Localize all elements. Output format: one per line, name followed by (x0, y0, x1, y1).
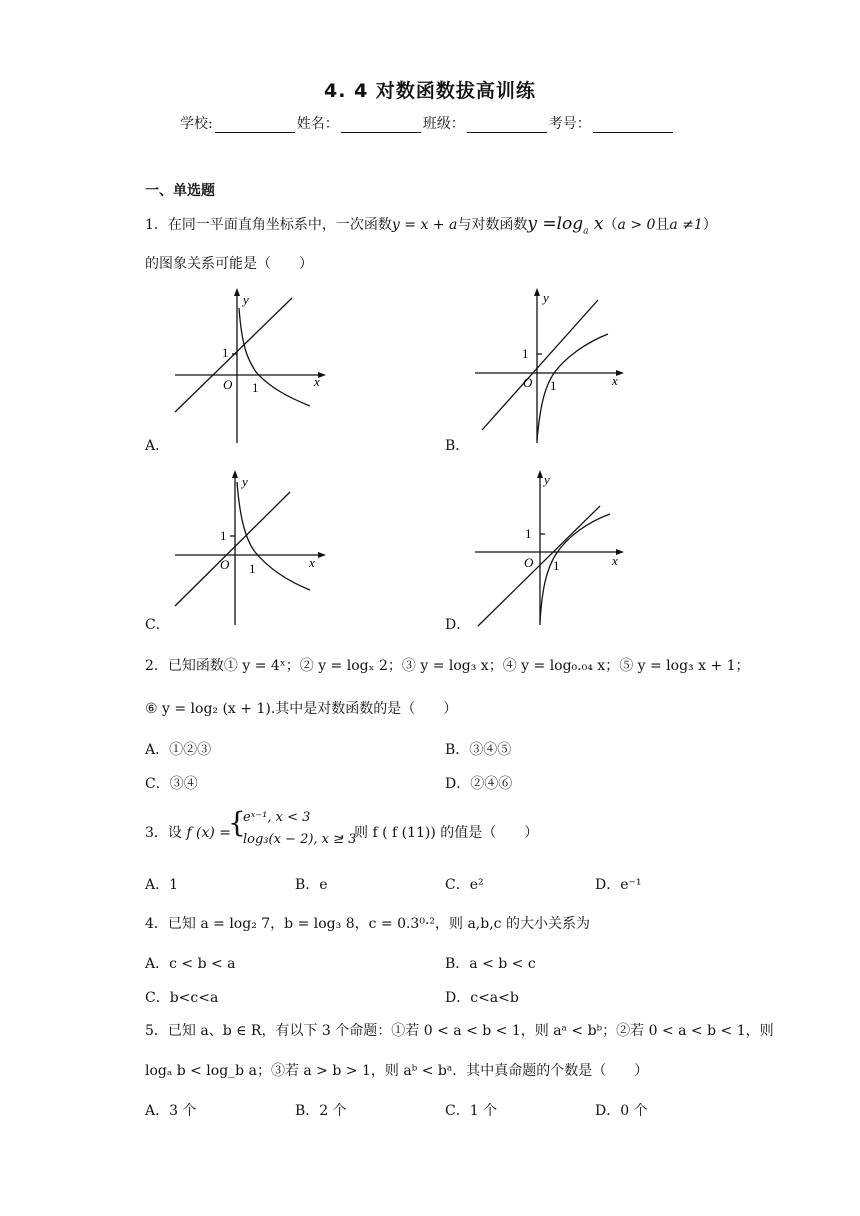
q4-line: 4．已知 a = log₂ 7，b = log₃ 8，c = 0.3⁰·²，则 a,b,c 的大小关系为 (145, 916, 590, 932)
q1-option-d[interactable]: D． (445, 617, 471, 633)
q1-log-base: y =log (527, 214, 584, 234)
class-blank[interactable] (467, 118, 547, 133)
class-label: 班级： (422, 116, 465, 132)
line-graph (482, 300, 598, 430)
line-graph (175, 492, 290, 606)
q5-option-b[interactable]: B．2 个 (295, 1103, 347, 1119)
q1-paren-close: ） (702, 217, 717, 233)
q3-fx: f (x) = (186, 825, 232, 841)
q2-line1: 2．已知函数① y = 4ˣ；② y = logₓ 2；③ y = log₃ x；④ y = log₀.₀₄ x；⑤ y = log₃ x + 1； (145, 658, 750, 674)
graph-d (470, 470, 630, 630)
q1-condition-2: a ≠1 (669, 217, 703, 233)
q1-option-b[interactable]: B． (445, 438, 470, 454)
q5-option-d[interactable]: D．0 个 (595, 1103, 648, 1119)
student-info-line (180, 113, 675, 133)
q4-option-b[interactable]: B．a < b < c (445, 956, 536, 972)
y-label: y (543, 290, 549, 305)
section-heading: 一、单选题 (145, 183, 215, 199)
graph-b (470, 288, 630, 448)
q1-text-a: 1．在同一平面直角坐标系中，一次函数 (145, 217, 392, 233)
x-label: x (612, 553, 618, 568)
x-label: x (309, 555, 315, 570)
q1-line2: 的图象关系可能是（ ） (145, 256, 313, 272)
q5-line1: 5．已知 a、b ∈ R，有以下 3 个命题：①若 0 < a < b < 1，则 aᵃ < bᵇ；②若 0 < a < b < 1，则 (145, 1023, 774, 1039)
q1-formula-linear: y = x + a (391, 217, 458, 233)
q1-log-sub: a (583, 226, 589, 237)
q5-option-c[interactable]: C．1 个 (445, 1103, 498, 1119)
y-one-label: 1 (222, 345, 229, 360)
y-one-label: 1 (220, 528, 227, 543)
q2-option-d[interactable]: D．②④⑥ (445, 776, 513, 792)
q1-paren-open: （ (603, 217, 618, 233)
line-graph (175, 298, 292, 412)
x-one-label: 1 (550, 378, 557, 393)
x-label: x (314, 374, 320, 389)
q3-option-a[interactable]: A．1 (145, 877, 179, 893)
q2-option-b[interactable]: B．③④⑤ (445, 742, 512, 758)
x-label: x (612, 373, 618, 388)
q1-text-b: 与对数函数 (457, 217, 528, 233)
x-one-label: 1 (553, 558, 560, 573)
q3-option-b[interactable]: B．e (295, 877, 328, 893)
school-blank[interactable] (215, 118, 295, 133)
log-curve (239, 308, 310, 406)
q3-option-c[interactable]: C．e² (445, 877, 484, 893)
q5-option-a[interactable]: A．3 个 (145, 1103, 197, 1119)
q1-line1 (145, 214, 717, 236)
q1-text-and: 且 (655, 217, 670, 233)
origin-label: O (523, 375, 533, 390)
q2-line2: ⑥ y = log₂ (x + 1).其中是对数函数的是（ ） (145, 701, 458, 717)
x-one-label: 1 (249, 561, 256, 576)
y-label: y (544, 472, 550, 487)
name-blank[interactable] (341, 118, 421, 133)
q5-line2: logₐ b < log_b a；③若 a > b > 1，则 aᵇ < bᵃ．其中真命题的个数是（ ） (145, 1063, 649, 1079)
graph-a (170, 288, 330, 448)
q4-option-d[interactable]: D．c<a<b (445, 990, 519, 1006)
origin-label: O (220, 557, 230, 572)
q2-option-c[interactable]: C．③④ (145, 776, 198, 792)
q2-option-a[interactable]: A．①②③ (145, 742, 212, 758)
origin-label: O (223, 377, 233, 392)
q1-formula-log (527, 214, 604, 237)
q3-case2: log₃(x − 2), x ≥ 3 (243, 832, 357, 847)
q1-option-c[interactable]: C． (145, 617, 170, 633)
origin-label: O (524, 555, 534, 570)
q1-option-a[interactable]: A． (145, 438, 170, 454)
name-label: 姓名： (296, 116, 339, 132)
q3-case1: eˣ⁻¹, x < 3 (243, 810, 311, 825)
school-label: 学校: (180, 116, 213, 132)
q3-option-d[interactable]: D．e⁻¹ (595, 877, 642, 893)
q4-option-a[interactable]: A．c < b < a (145, 956, 236, 972)
q3-tail: ，则 f ( f (11)) 的值是（ ） (340, 825, 539, 841)
x-one-label: 1 (252, 380, 259, 395)
q1-condition-1: a > 0 (617, 217, 656, 233)
y-label: y (243, 292, 249, 307)
q3-lead-text: 3．设 (145, 825, 182, 841)
y-one-label: 1 (522, 346, 529, 361)
q1-log-arg: x (588, 214, 604, 234)
q4-option-c[interactable]: C．b<c<a (145, 990, 219, 1006)
log-curve (537, 334, 608, 440)
y-one-label: 1 (525, 526, 532, 541)
exam-no-blank[interactable] (593, 118, 673, 133)
graph-c (170, 470, 330, 630)
line-graph (478, 506, 600, 626)
q3-lead (145, 822, 231, 842)
q3-brace: { (228, 806, 246, 839)
page-title: 4. 4 对数函数拔高训练 (324, 80, 536, 102)
log-curve (237, 482, 310, 590)
exam-no-label: 考号： (548, 116, 591, 132)
y-label: y (242, 474, 248, 489)
